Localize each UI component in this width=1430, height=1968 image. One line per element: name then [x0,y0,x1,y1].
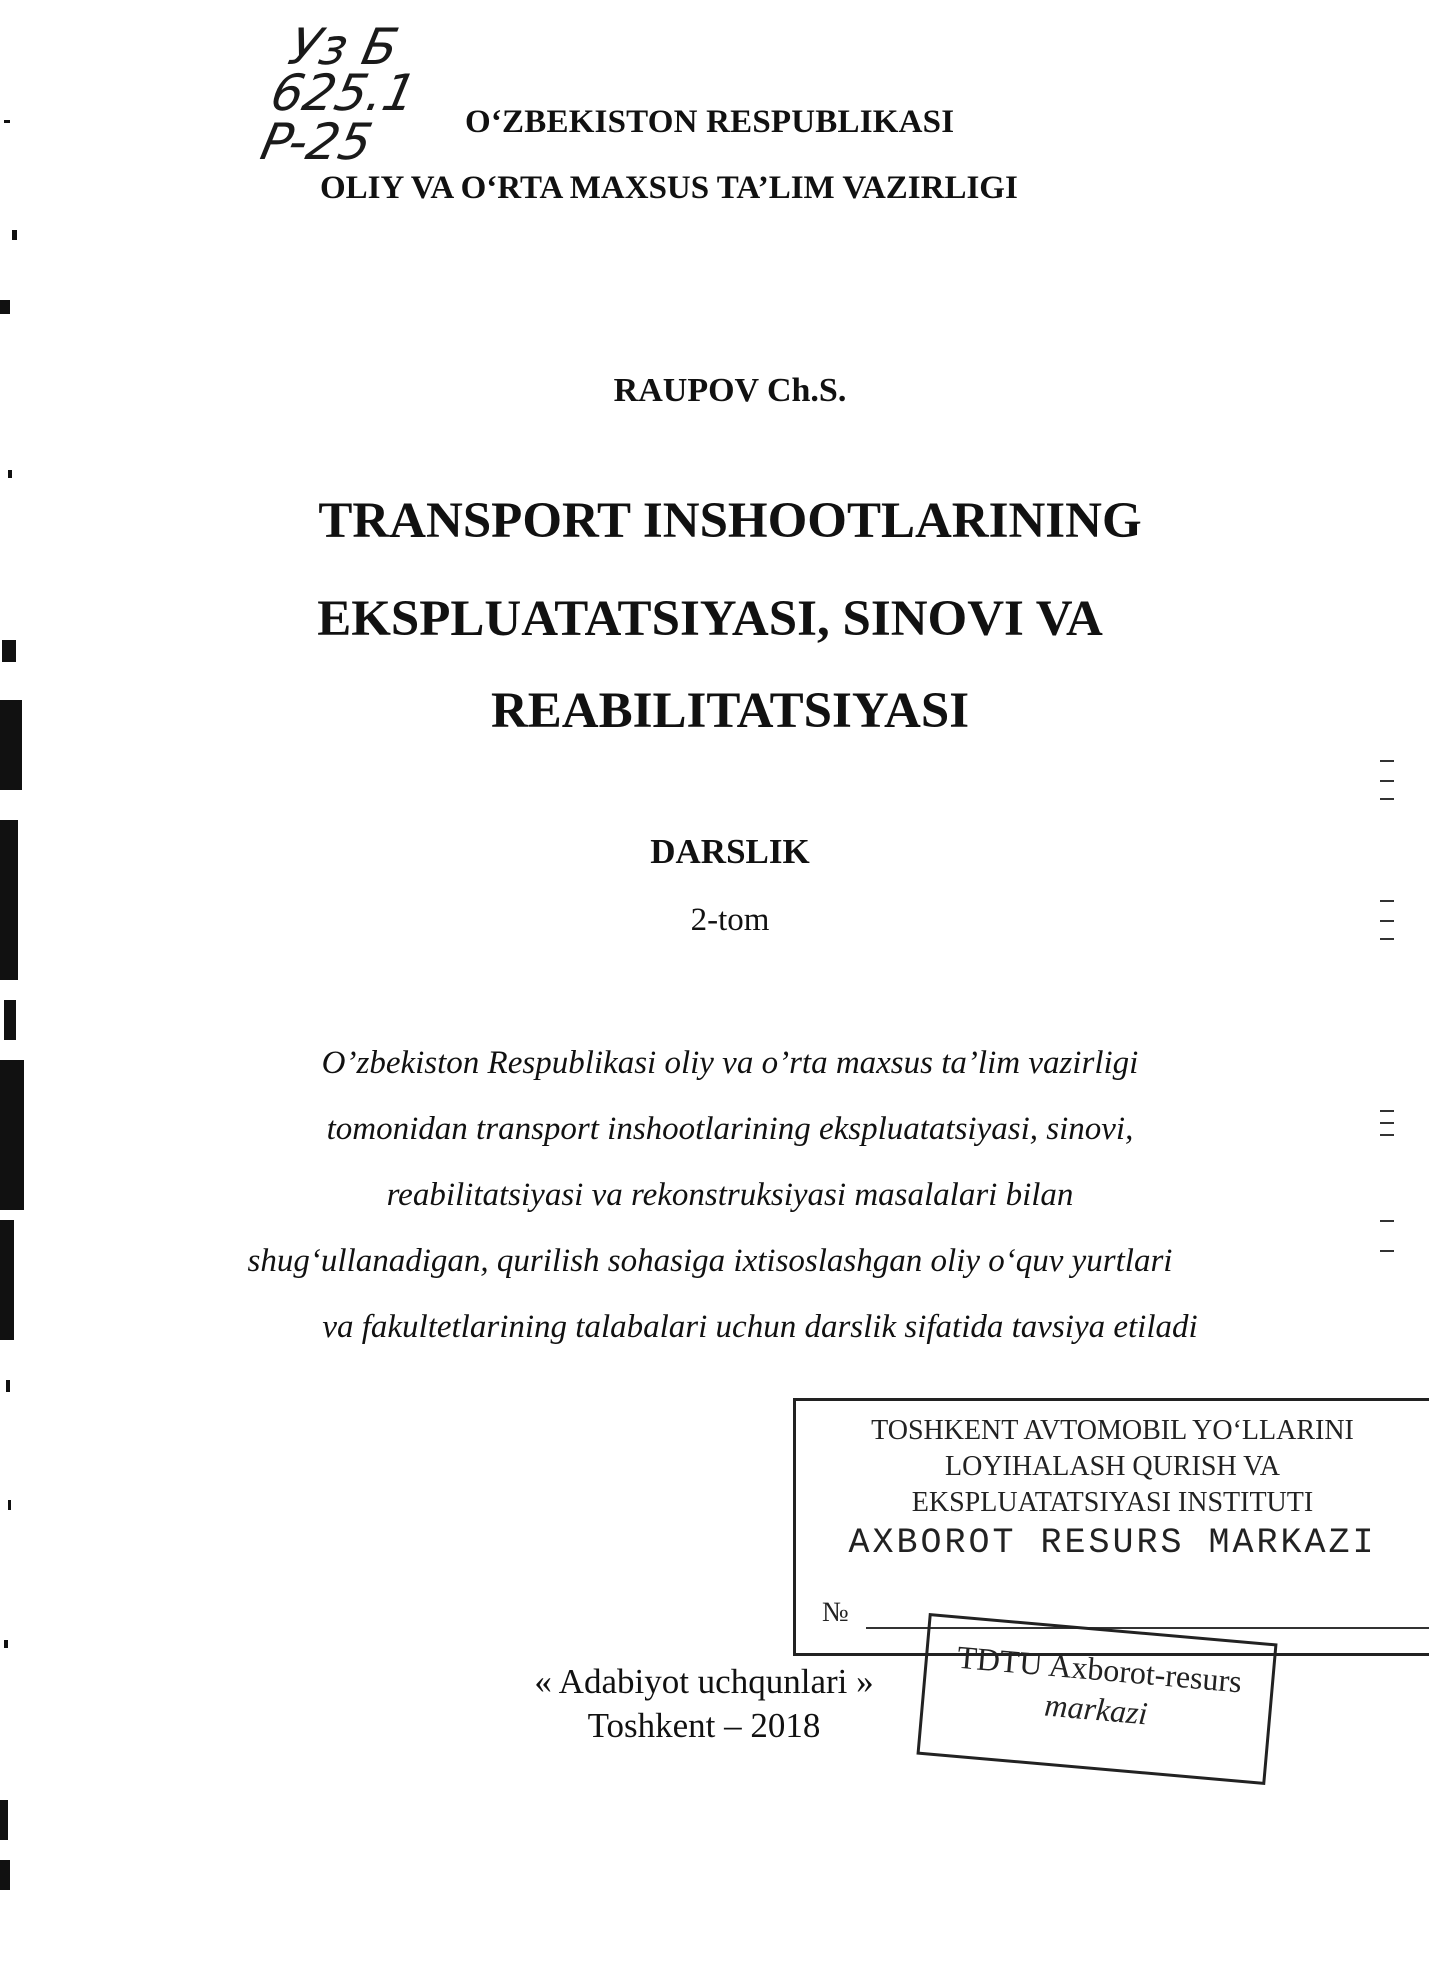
city-year: Toshkent – 2018 [587,1706,821,1745]
author-name: RAUPOV Ch.S. [613,372,847,409]
ministry-heading: OLIY VA O‘RTA MAXSUS TA’LIM VAZIRLIGI [320,170,1018,206]
tdtu-stamp [916,1613,1277,1785]
publisher-name: « Adabiyot uchqunlari » [534,1662,874,1701]
stamp-line-3: EKSPLUATATSIYASI INSTITUTI [911,1487,1314,1518]
approval-line: va fakultetlarining talabalari uchun darslik sifatida tavsiya etiladi [322,1309,1198,1345]
handwritten-call-number [255,18,442,182]
republic-heading: O‘ZBEKISTON RESPUBLIKASI [465,104,955,140]
scan-edge-noise [0,0,70,1968]
call-number-line-1: Уз Б [283,18,404,76]
library-stamp [793,1398,1429,1656]
approval-line: reabilitatsiyasi va rekonstruksiyasi masalalari bilan [386,1177,1074,1213]
stamp-line-1: TOSHKENT AVTOMOBIL YO‘LLARINI [871,1415,1354,1446]
book-title-line-1: TRANSPORT INSHOOTLARINING [318,493,1142,549]
document-type: DARSLIK [650,832,810,871]
tdtu-stamp-line-1: TDTU Axborot-resurs [955,1638,1244,1700]
volume-number: 2-tom [690,902,770,938]
stamp-number-label: № [822,1597,849,1628]
approval-statement [100,1030,1360,1360]
approval-line: O’zbekiston Respublikasi oliy va o’rta maxsus ta’lim vazirligi [321,1045,1139,1081]
margin-marks [1380,0,1420,1968]
book-title-line-3: REABILITATSIYASI [490,683,970,739]
approval-line: shug‘ullanadigan, qurilish sohasiga ixtisoslashgan oliy o‘quv yurtlari [247,1243,1173,1279]
tdtu-stamp-line-2: markazi [1043,1686,1150,1732]
approval-line: tomonidan transport inshootlarining ekspluatatsiyasi, sinovi, [326,1111,1134,1147]
book-title-line-2: EKSPLUATATSIYASI, SINOVI VA [317,591,1103,647]
stamp-line-4: AXBOROT RESURS MARKAZI [848,1523,1377,1563]
stamp-line-2: LOYIHALASH QURISH VA [945,1451,1280,1482]
call-number-line-2: 625.1 [265,64,422,122]
call-number-line-3: P-25 [255,113,378,171]
